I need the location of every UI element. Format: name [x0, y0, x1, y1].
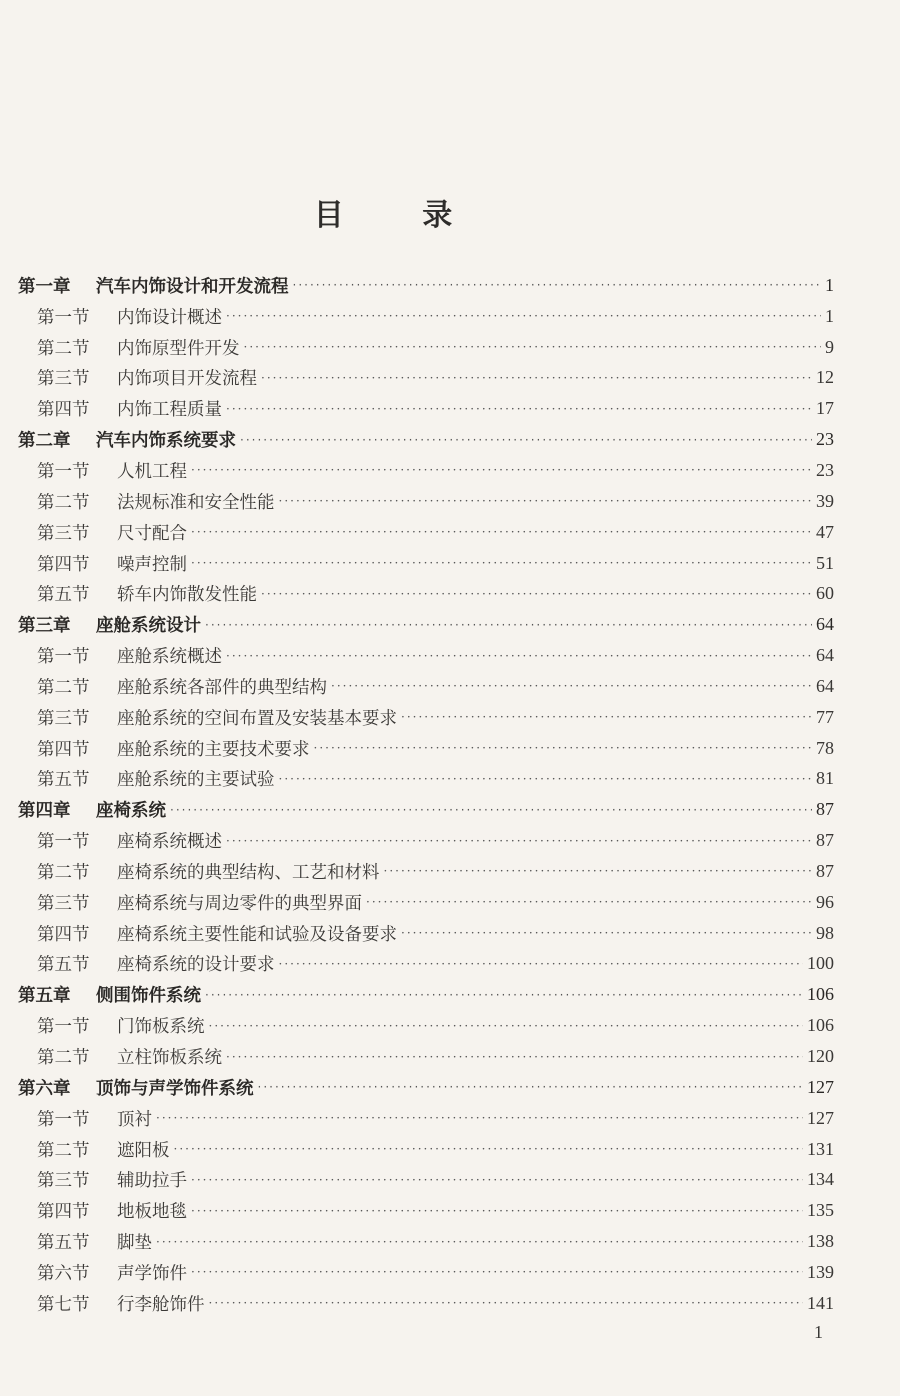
entry-number: 第二节: [37, 1140, 90, 1161]
entry-number: 第一节: [37, 647, 90, 668]
entry-title: 人机工程: [117, 461, 187, 482]
entry-title: 内饰原型件开发: [117, 338, 240, 359]
entry-number: 第四章: [18, 801, 71, 822]
toc-chapter-entry: [18, 1072, 834, 1103]
entry-page: 60: [816, 583, 834, 604]
entry-title: 尺寸配合: [117, 523, 187, 544]
entry-page: 134: [807, 1169, 834, 1190]
dot-leader: [258, 1080, 804, 1094]
toc-section-entry: [18, 1226, 834, 1257]
toc-section-entry: [18, 640, 834, 671]
entry-number: 第一节: [37, 1109, 90, 1130]
toc-section-entry: [18, 301, 834, 332]
toc-section-entry: [18, 918, 834, 949]
toc-section-entry: [18, 702, 834, 733]
entry-number: 第二节: [37, 338, 90, 359]
toc-section-entry: [18, 486, 834, 517]
entry-page: 138: [807, 1231, 834, 1252]
dot-leader: [401, 926, 812, 940]
toc-section-entry: [18, 1164, 834, 1195]
entry-number: 第七节: [37, 1294, 90, 1315]
dot-leader: [209, 1296, 804, 1310]
entry-page: 96: [816, 891, 834, 912]
page-title: 目 录: [313, 198, 487, 233]
page-number: 1: [814, 1322, 823, 1342]
dot-leader: [226, 1050, 803, 1064]
entry-number: 第四节: [37, 739, 90, 760]
dot-leader: [156, 1111, 803, 1125]
entry-title: 座舱系统各部件的典型结构: [117, 677, 327, 698]
dot-leader: [261, 371, 812, 385]
dot-leader: [240, 433, 812, 447]
entry-number: 第二节: [37, 862, 90, 883]
toc-section-entry: [18, 1010, 834, 1041]
entry-page: 81: [816, 768, 834, 789]
entry-title: 行李舱饰件: [117, 1294, 205, 1315]
dot-leader: [279, 494, 813, 508]
toc-chapter-entry: [18, 979, 834, 1010]
dot-leader: [226, 649, 812, 663]
toc-section-entry: [18, 764, 834, 795]
entry-title: 遮阳板: [117, 1140, 170, 1161]
dot-leader: [191, 1204, 803, 1218]
entry-number: 第一节: [37, 461, 90, 482]
entry-page: 9: [825, 336, 834, 357]
dot-leader: [293, 278, 822, 292]
entry-title: 声学饰件: [117, 1263, 187, 1284]
entry-number: 第三节: [37, 1171, 90, 1192]
entry-title: 座椅系统的设计要求: [117, 955, 275, 976]
entry-title: 内饰项目开发流程: [117, 369, 257, 390]
dot-leader: [226, 309, 821, 323]
entry-title: 座椅系统与周边零件的典型界面: [117, 893, 362, 914]
entry-number: 第四节: [37, 924, 90, 945]
dot-leader: [331, 679, 812, 693]
entry-page: 87: [816, 799, 834, 820]
toc-section-entry: [18, 393, 834, 424]
entry-page: 106: [807, 1015, 834, 1036]
entry-page: 77: [816, 706, 834, 727]
entry-title: 座舱系统设计: [96, 616, 201, 637]
dot-leader: [191, 1173, 803, 1187]
toc-section-entry: [18, 363, 834, 394]
entry-number: 第五节: [37, 585, 90, 606]
entry-title: 噪声控制: [117, 554, 187, 575]
entry-title: 座椅系统的典型结构、工艺和材料: [117, 862, 380, 883]
entry-title: 轿车内饰散发性能: [117, 585, 257, 606]
dot-leader: [314, 741, 813, 755]
entry-number: 第六章: [18, 1078, 71, 1099]
toc-section-entry: [18, 856, 834, 887]
entry-page: 127: [807, 1076, 834, 1097]
entry-page: 78: [816, 737, 834, 758]
toc-chapter-entry: [18, 270, 834, 301]
dot-leader: [205, 988, 803, 1002]
entry-title: 座舱系统的空间布置及安装基本要求: [117, 708, 397, 729]
entry-page: 100: [807, 953, 834, 974]
entry-title: 立柱饰板系统: [117, 1048, 222, 1069]
toc-section-entry: [18, 1103, 834, 1134]
entry-title: 门饰板系统: [117, 1017, 205, 1038]
entry-title: 辅助拉手: [117, 1171, 187, 1192]
entry-number: 第五节: [37, 1233, 90, 1254]
entry-page: 17: [816, 398, 834, 419]
toc-section-entry: [18, 548, 834, 579]
entry-number: 第四节: [37, 1202, 90, 1223]
entry-number: 第六节: [37, 1263, 90, 1284]
dot-leader: [170, 803, 812, 817]
entry-number: 第二节: [37, 492, 90, 513]
entry-number: 第三章: [18, 616, 71, 637]
entry-number: 第一节: [37, 307, 90, 328]
dot-leader: [401, 710, 812, 724]
dot-leader: [261, 587, 812, 601]
entry-page: 135: [807, 1200, 834, 1221]
entry-number: 第一节: [37, 832, 90, 853]
entry-page: 87: [816, 860, 834, 881]
toc-section-entry: [18, 887, 834, 918]
toc-chapter-entry: [18, 424, 834, 455]
entry-title: 汽车内饰系统要求: [96, 431, 236, 452]
toc-section-entry: [18, 332, 834, 363]
dot-leader: [191, 1265, 803, 1279]
toc-section-entry: [18, 517, 834, 548]
dot-leader: [226, 402, 812, 416]
toc-section-entry: [18, 455, 834, 486]
dot-leader: [205, 618, 812, 632]
entry-title: 顶饰与声学饰件系统: [96, 1078, 254, 1099]
entry-number: 第二章: [18, 431, 71, 452]
entry-number: 第三节: [37, 369, 90, 390]
dot-leader: [174, 1142, 804, 1156]
toc-section-entry: [18, 733, 834, 764]
dot-leader: [191, 525, 812, 539]
entry-number: 第二节: [37, 677, 90, 698]
entry-number: 第一节: [37, 1017, 90, 1038]
dot-leader: [156, 1235, 803, 1249]
entry-title: 顶衬: [117, 1109, 152, 1130]
entry-page: 127: [807, 1107, 834, 1128]
entry-page: 98: [816, 922, 834, 943]
entry-title: 座舱系统的主要试验: [117, 770, 275, 791]
entry-number: 第三节: [37, 893, 90, 914]
toc-section-entry: [18, 1041, 834, 1072]
entry-title: 汽车内饰设计和开发流程: [96, 276, 289, 297]
entry-page: 64: [816, 614, 834, 635]
entry-number: 第五节: [37, 770, 90, 791]
entry-title: 侧围饰件系统: [96, 986, 201, 1007]
toc-chapter-entry: [18, 794, 834, 825]
entry-title: 内饰设计概述: [117, 307, 222, 328]
dot-leader: [191, 463, 812, 477]
entry-page: 120: [807, 1046, 834, 1067]
entry-title: 座椅系统: [96, 801, 166, 822]
entry-page: 1: [825, 274, 834, 295]
entry-title: 脚垫: [117, 1233, 152, 1254]
entry-page: 51: [816, 552, 834, 573]
entry-number: 第五章: [18, 986, 71, 1007]
dot-leader: [279, 772, 813, 786]
dot-leader: [366, 895, 812, 909]
dot-leader: [209, 1019, 804, 1033]
dot-leader: [279, 957, 804, 971]
toc-section-entry: [18, 825, 834, 856]
toc-section-entry: [18, 578, 834, 609]
entry-page: 141: [807, 1292, 834, 1313]
dot-leader: [244, 340, 822, 354]
entry-number: 第三节: [37, 708, 90, 729]
toc-section-entry: [18, 671, 834, 702]
entry-title: 地板地毯: [117, 1202, 187, 1223]
entry-page: 1: [825, 305, 834, 326]
toc-section-entry: [18, 1288, 834, 1319]
entry-page: 12: [816, 367, 834, 388]
entry-page: 87: [816, 830, 834, 851]
entry-page: 23: [816, 429, 834, 450]
entry-title: 座椅系统概述: [117, 832, 222, 853]
entry-page: 23: [816, 459, 834, 480]
dot-leader: [191, 556, 812, 570]
entry-page: 131: [807, 1138, 834, 1159]
entry-number: 第四节: [37, 400, 90, 421]
dot-leader: [384, 864, 813, 878]
entry-number: 第五节: [37, 955, 90, 976]
entry-title: 座舱系统概述: [117, 647, 222, 668]
entry-number: 第二节: [37, 1048, 90, 1069]
entry-title: 内饰工程质量: [117, 400, 222, 421]
toc-section-entry: [18, 1195, 834, 1226]
toc-chapter-entry: [18, 609, 834, 640]
entry-title: 法规标准和安全性能: [117, 492, 275, 513]
entry-title: 座舱系统的主要技术要求: [117, 739, 310, 760]
table-of-contents: [18, 270, 834, 1319]
entry-page: 64: [816, 645, 834, 666]
toc-section-entry: [18, 949, 834, 980]
entry-page: 106: [807, 984, 834, 1005]
entry-number: 第四节: [37, 554, 90, 575]
entry-page: 47: [816, 521, 834, 542]
entry-page: 139: [807, 1261, 834, 1282]
entry-title: 座椅系统主要性能和试验及设备要求: [117, 924, 397, 945]
dot-leader: [226, 834, 812, 848]
entry-page: 39: [816, 490, 834, 511]
toc-section-entry: [18, 1257, 834, 1288]
entry-page: 64: [816, 675, 834, 696]
entry-number: 第一章: [18, 276, 71, 297]
entry-number: 第三节: [37, 523, 90, 544]
toc-section-entry: [18, 1134, 834, 1165]
